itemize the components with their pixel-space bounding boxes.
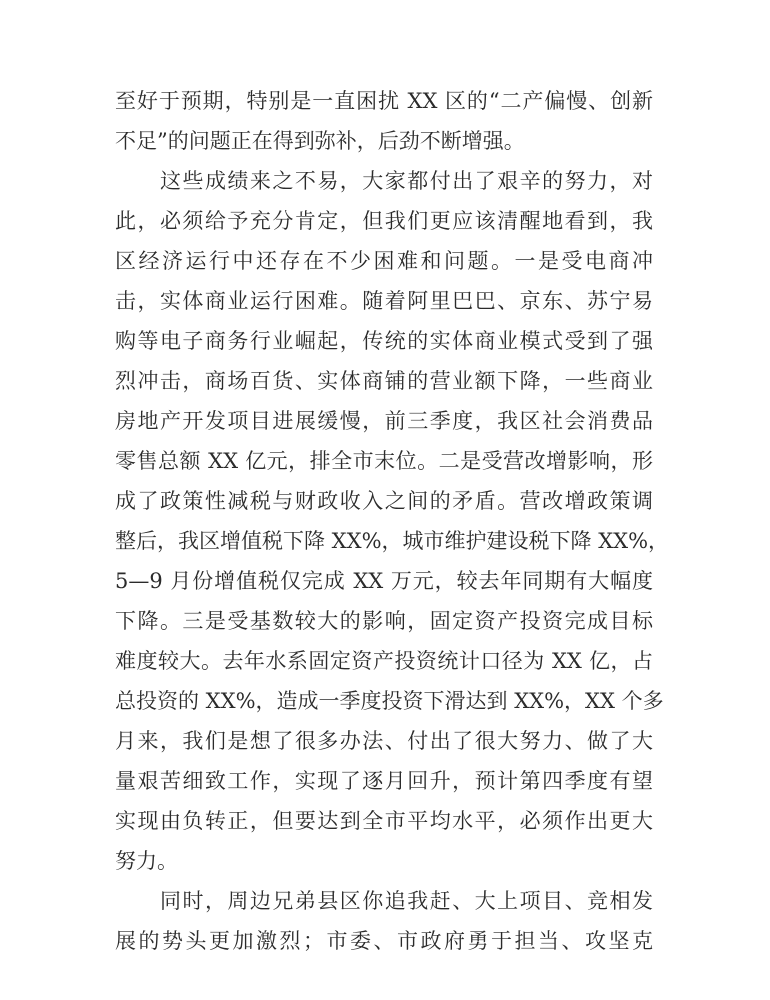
text-line: 月来，我们是想了很多办法、付出了很大努力、做了大 — [115, 729, 653, 753]
text-line: 不足”的问题正在得到弥补，后劲不断增强。 — [115, 129, 525, 153]
text-line: 整后，我区增值税下降 XX%，城市维护建设税下降 XX%， — [115, 529, 670, 553]
text-line: 下降。三是受基数较大的影响，固定资产投资完成目标 — [115, 609, 653, 633]
text-line: 购等电子商务行业崛起，传统的实体商业模式受到了强 — [115, 329, 653, 353]
text-line: 5—9 月份增值税仅完成 XX 万元，较去年同期有大幅度 — [115, 569, 653, 593]
paragraph-first-line: 这些成绩来之不易，大家都付出了艰辛的努力，对 — [160, 169, 653, 193]
text-line: 努力。 — [115, 849, 178, 873]
text-line: 烈冲击，商场百货、实体商铺的营业额下降，一些商业 — [115, 369, 653, 393]
text-line: 零售总额 XX 亿元，排全市末位。二是受营改增影响，形 — [115, 449, 653, 473]
text-line: 至好于预期，特别是一直困扰 XX 区的“二产偏慢、创新 — [115, 89, 653, 113]
text-line: 区经济运行中还存在不少困难和问题。一是受电商冲 — [115, 249, 653, 273]
text-line: 总投资的 XX%，造成一季度投资下滑达到 XX%，XX 个多 — [115, 689, 664, 713]
text-line: 量艰苦细致工作，实现了逐月回升，预计第四季度有望 — [115, 769, 653, 793]
text-line: 实现由负转正，但要达到全市平均水平，必须作出更大 — [115, 809, 653, 833]
text-line: 击，实体商业运行困难。随着阿里巴巴、京东、苏宁易 — [115, 289, 653, 313]
text-line: 展的势头更加激烈；市委、市政府勇于担当、攻坚克 — [115, 929, 653, 953]
paragraph-first-line: 同时，周边兄弟县区你追我赶、大上项目、竞相发 — [160, 889, 653, 913]
text-line: 此，必须给予充分肯定，但我们更应该清醒地看到，我 — [115, 209, 653, 233]
text-line: 成了政策性减税与财政收入之间的矛盾。营改增政策调 — [115, 489, 653, 513]
text-line: 房地产开发项目进展缓慢，前三季度，我区社会消费品 — [115, 409, 653, 433]
text-line: 难度较大。去年水系固定资产投资统计口径为 XX 亿，占 — [115, 649, 653, 673]
